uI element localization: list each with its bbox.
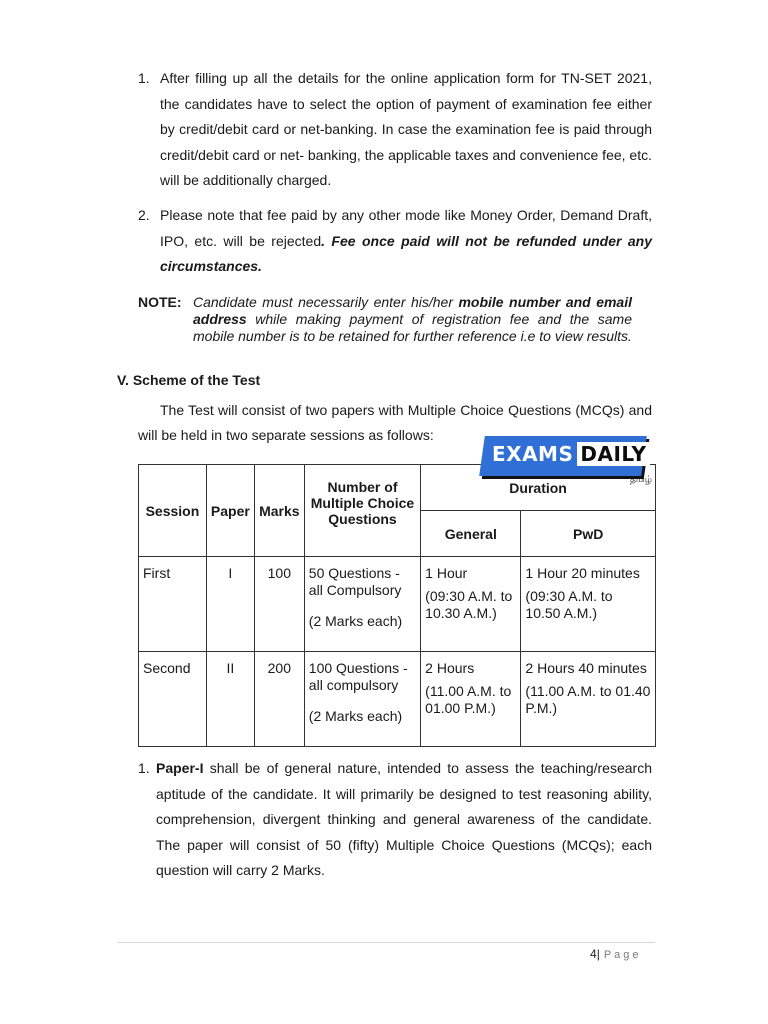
paper-label: Paper-I [156,760,204,776]
cell-paper: II [206,652,254,747]
logo-daily: DAILY [577,442,649,466]
footer-divider [117,942,655,943]
list-text-plain: Please note that fee paid by any other mode like Money Order, Demand Draft, IPO, etc. will be rejected [160,207,652,249]
section-title: V. Scheme of the Test [117,372,261,388]
cell-questions [304,557,420,652]
marks-each-text: (2 Marks each) [308,613,403,629]
page-footer [590,947,642,961]
list-item-2 [138,203,652,280]
note-text-2: while making payment of registration fee and the same mobile number is to be retained for further reference i.e to view results. [193,311,632,344]
list-text-emphasis: . Fee once paid will not be refunded under any circumstances. [160,232,652,274]
header-session: Session [139,465,207,557]
pwd-duration: 2 Hours 40 minutes [525,660,647,676]
general-time: (11.00 A.M. to 01.00 P.M.) [425,683,512,716]
cell-pwd [521,652,656,747]
cell-paper: I [206,557,254,652]
cell-session: First [139,557,207,652]
list-item-1 [138,66,652,194]
page-label: Page [603,949,642,961]
questions-text: 100 Questions - all compulsory [308,660,408,693]
marks-each-text: (2 Marks each) [308,708,403,724]
header-paper: Paper [206,465,254,557]
list-number: 2. [138,207,150,223]
paragraph-body: shall be of general nature, intended to assess the teaching/research aptitude of the candidate. It will primarily be designed to test reasoning ability, comprehension, divergent thinking and general awareness of the candidate. The paper will consist of 50 (fifty) Multiple Choice Questions (MCQs); each question will carry 2 Marks. [156,760,652,878]
page-separator: | [596,947,600,961]
list-text [160,203,652,280]
note-body [193,294,632,345]
note-text-bold: mobile number and email address [193,294,632,327]
cell-general [421,557,521,652]
general-duration: 2 Hours [425,660,475,676]
cell-session: Second [139,652,207,747]
logo-exams: EXAMS [492,442,574,466]
cell-questions [304,652,420,747]
cell-pwd [521,557,656,652]
logo-text [492,442,650,466]
header-pwd: PwD [521,511,656,557]
note-label: NOTE: [138,294,182,310]
cell-marks: 200 [254,652,304,747]
questions-text: 50 Questions - all Compulsory [308,565,402,598]
list-number: 1. [138,70,150,86]
note-block [138,294,632,345]
list-number: 1. [138,760,150,776]
list-text: After filling up all the details for the online application form for TN-SET 2021, the candidates have to select the option of payment of examination fee either by credit/debit card or net-banking. In case the examination fee is paid through credit/debit card or net- banking, the applicable taxes and convenience fee, etc. will be additionally charged. [160,70,652,188]
header-duration: Duration [421,465,656,511]
note-text-1: Candidate must necessarily enter his/her [193,294,459,310]
pwd-time: (09:30 A.M. to 10.50 A.M.) [525,588,613,621]
intro-paragraph: The Test will consist of two papers with Multiple Choice Questions (MCQs) and will be held in two separate sessions as follows: [138,402,652,443]
paragraph-text [156,756,652,884]
cell-marks: 100 [254,557,304,652]
header-mcq: Number of Multiple Choice Questions [304,465,420,557]
pwd-time: (11.00 A.M. to 01.40 P.M.) [525,683,651,716]
general-duration: 1 Hour [425,565,468,581]
table-row [139,557,656,652]
header-general: General [421,511,521,557]
scheme-table [138,464,656,747]
pwd-duration: 1 Hour 20 minutes [525,565,640,581]
cell-general [421,652,521,747]
logo-subtitle: தமிழ் [630,474,652,484]
paper-one-paragraph [138,756,652,884]
header-marks: Marks [254,465,304,557]
table-row [139,652,656,747]
page-number: 4 [590,947,597,961]
exams-daily-logo [474,432,660,488]
general-time: (09:30 A.M. to 10.30 A.M.) [425,588,513,621]
